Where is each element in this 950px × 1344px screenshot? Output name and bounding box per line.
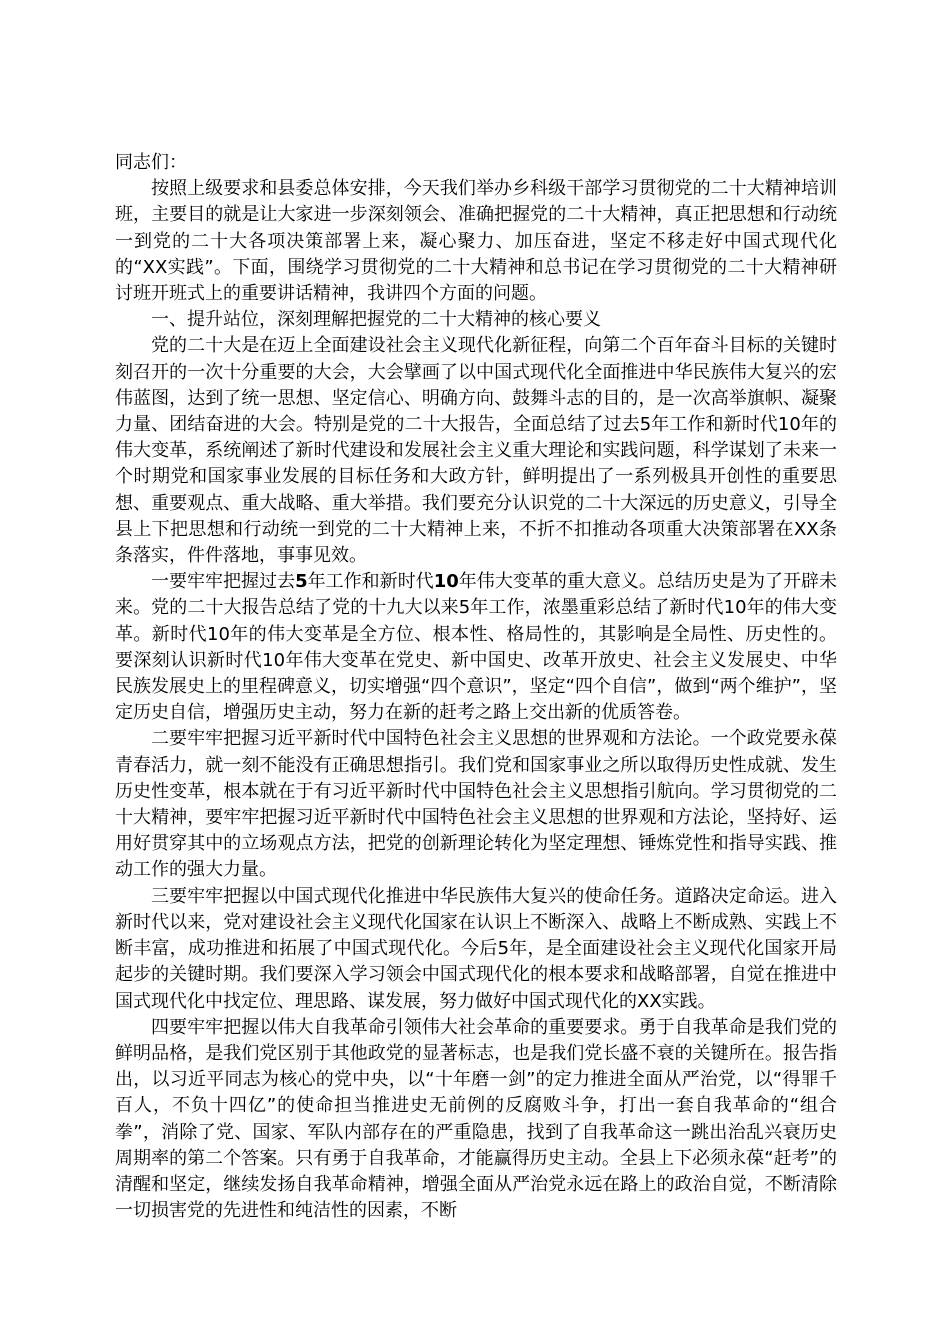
point-1-number-a: 5	[295, 571, 308, 593]
point-1-lead-b: 年工作和新时代	[307, 571, 434, 593]
point-1-number-b: 10	[433, 571, 459, 593]
point-1-paragraph	[115, 569, 837, 726]
point-1-lead-a: 一要牢牢把握过去	[151, 571, 296, 593]
section-heading-1: 一、提升站位，深刻理解把握党的二十大精神的核心要义	[151, 309, 601, 331]
point-4-paragraph: 四要牢牢把握以伟大自我革命引领伟大社会革命的重要要求。勇于自我革命是我们党的鲜明品格，是我们党区别于其他政党的显著标志，也是我们党长盛不衰的关键所在。报告指出，以习近平同志为核心的党中央，以“十年磨一剑”的定力推进全面从严治党，以“得罪千百人，不负十四亿”的使命担当推进史无前例的反腐败斗争，打出一套自我革命的“组合拳”，消除了党、国家、军队内部存在的严重隐患，找到了自我革命这一跳出治乱兴衰历史周期率的第二个答案。只有勇于自我革命，才能赢得历史主动。全县上下必须永葆“赶考”的清醒和坚定，继续发扬自我革命精神，增强全面从严治党永远在路上的政治自觉，不断清除一切损害党的先进性和纯洁性的因素，不断	[115, 1016, 837, 1222]
point-1-body: 总结历史是为了开辟未来。党的二十大报告总结了党的十九大以来5年工作，浓墨重彩总结了新时代10年的伟大变革。新时代10年的伟大变革是全方位、根本性、格局性的，其影响是全局性、历史性的。要深刻认识新时代10年伟大变革在党史、新中国史、改革开放史、社会主义发展史、中华民族发展史上的里程碑意义，切实增强“四个意识”，坚定“四个自信”，做到“两个维护”，坚定历史自信，增强历史主动，努力在新的赶考之路上交出新的优质答卷。	[115, 571, 838, 724]
salutation: 同志们：	[115, 152, 187, 173]
point-2-paragraph: 二要牢牢把握习近平新时代中国特色社会主义思想的世界观和方法论。一个政党要永葆青春活力，就一刻不能没有正确思想指引。我们党和国家事业之所以取得历史性成就、发生历史性变革，根本就在于有习近平新时代中国特色社会主义思想指引航向。学习贯彻党的二十大精神，要牢牢把握习近平新时代中国特色社会主义思想的世界观和方法论，坚持好、运用好贯穿其中的立场观点方法，把党的创新理论转化为坚定理想、锤炼党性和指导实践、推动工作的强大力量。	[115, 728, 837, 881]
section-1-paragraph: 党的二十大是在迈上全面建设社会主义现代化新征程，向第二个百年奋斗目标的关键时刻召开的一次十分重要的大会，大会擘画了以中国式现代化全面推进中华民族伟大复兴的宏伟蓝图，达到了统一思想、坚定信心、明确方向、鼓舞斗志的目的，是一次高举旗帜、凝聚力量、团结奋进的大会。特别是党的二十大报告，全面总结了过去5年工作和新时代10年的伟大变革，系统阐述了新时代建设和发展社会主义重大理论和实践问题，科学谋划了未来一个时期党和国家事业发展的目标任务和大政方针，鲜明提出了一系列极具开创性的重要思想、重要观点、重大战略、重大举措。我们要充分认识党的二十大深远的历史意义，引导全县上下把思想和行动统一到党的二十大精神上来，不折不扣推动各项重大决策部署在XX条条落实，件件落地，事事见效。	[115, 335, 837, 567]
intro-paragraph: 按照上级要求和县委总体安排，今天我们举办乡科级干部学习贯彻党的二十大精神培训班，主要目的就是让大家进一步深刻领会、准确把握党的二十大精神，真正把思想和行动统一到党的二十大各项决策部署上来，凝心聚力、加压奋进，坚定不移走好中国式现代化的“XX实践”。下面，围绕学习贯彻党的二十大精神和总书记在学习贯彻党的二十大精神研讨班开班式上的重要讲话精神，我讲四个方面的问题。	[115, 178, 837, 305]
point-1-lead-c: 年伟大变革的重大意义。	[458, 571, 657, 593]
document-page	[115, 150, 837, 1224]
point-3-paragraph: 三要牢牢把握以中国式现代化推进中华民族伟大复兴的使命任务。道路决定命运。进入新时代以来，党对建设社会主义现代化国家在认识上不断深入、战略上不断成熟、实践上不断丰富，成功推进和拓展了中国式现代化。今后5年，是全面建设社会主义现代化国家开局起步的关键时期。我们要深入学习领会中国式现代化的根本要求和战略部署，自觉在推进中国式现代化中找定位、理思路、谋发展，努力做好中国式现代化的XX实践。	[115, 885, 837, 1012]
